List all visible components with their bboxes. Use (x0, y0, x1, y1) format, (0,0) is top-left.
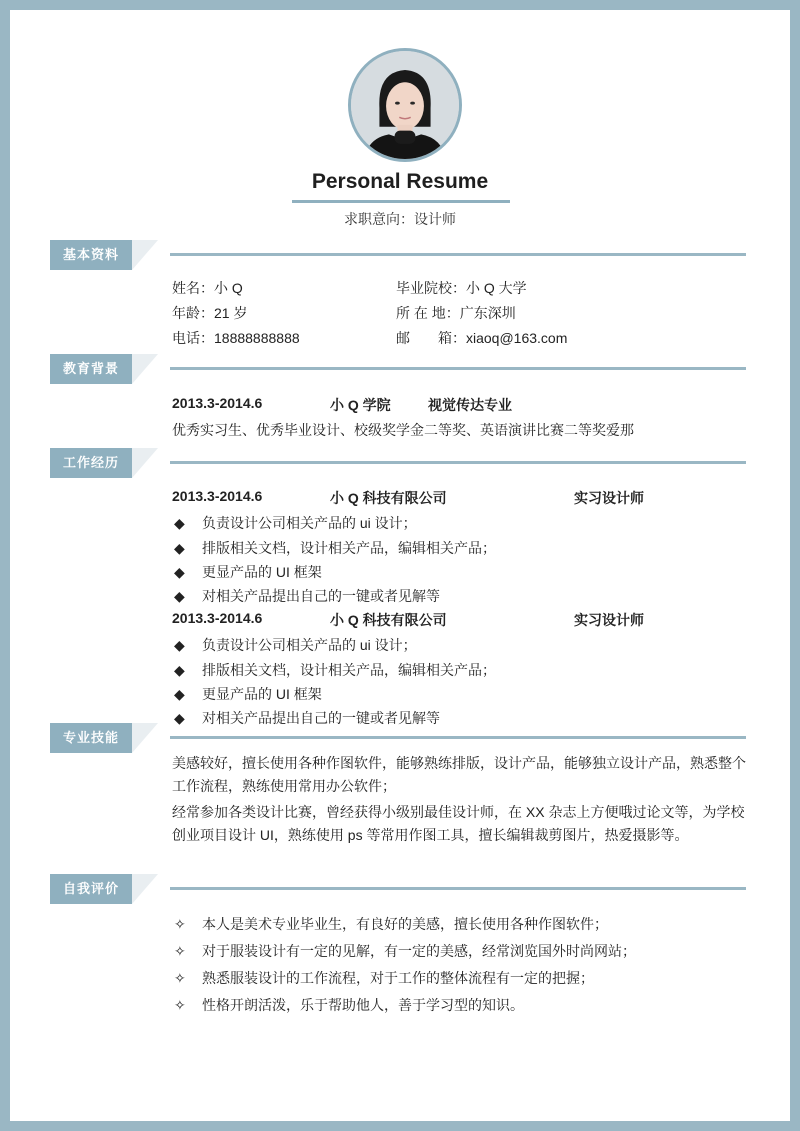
job-duty: ◆ 负责设计公司相关产品的 ui 设计； (174, 637, 417, 653)
diamond-bullet-icon: ◆ (174, 564, 185, 580)
job-period: 2013.3-2014.6 (172, 488, 263, 504)
skills-paragraph-2: 经常参加各类设计比赛，曾经获得小级别最佳设计师，在 XX 杂志上方便哦过论文等，为学校创业项目设计 UI，熟练使用 ps 等常用作图工具，擅长编辑裁剪图片，热爱摄影等。 (172, 804, 745, 843)
section-line-self (170, 887, 746, 890)
basic-email-label: 邮 箱： (396, 330, 466, 346)
diamond-bullet-icon: ◆ (174, 686, 185, 702)
section-tag-skills: 专业技能 (50, 723, 132, 753)
basic-age: 年龄：21 岁 (172, 305, 248, 321)
diamond-bullet-icon: ◆ (174, 637, 185, 653)
section-tag-education: 教育背景 (50, 354, 132, 384)
job-duty: ◆ 排版相关文档，设计相关产品，编辑相关产品； (174, 540, 496, 556)
portrait-icon (351, 51, 459, 159)
basic-email: xiaoq@163.com (466, 330, 568, 346)
job-role: 实习设计师 (574, 612, 644, 628)
section-tag-work: 工作经历 (50, 448, 132, 478)
job-duty: ◆ 更显产品的 UI 框架 (174, 686, 322, 702)
section-line-skills (170, 736, 746, 739)
self-eval-item: ✧ 熟悉服装设计的工作流程，对于工作的整体流程有一定的把握； (174, 970, 594, 986)
self-eval-item: ✧ 对于服装设计有一定的见解，有一定的美感，经常浏览国外时尚网站； (174, 943, 636, 959)
profile-photo (348, 48, 462, 162)
basic-location: 广东深圳 (459, 305, 516, 321)
self-eval-item: ✧ 性格开朗活泼，乐于帮助他人，善于学习型的知识。 (174, 997, 524, 1013)
diamond-bullet-icon: ◆ (174, 662, 185, 678)
sparkle-bullet-icon: ✧ (174, 970, 186, 986)
basic-school: 毕业院校：小 Q 大学 (396, 280, 527, 296)
job-intent: 求职意向：设计师 (344, 211, 456, 227)
job-company: 小 Q 科技有限公司 (330, 612, 447, 628)
edu-major: 视觉传达专业 (428, 397, 512, 413)
section-line-basic (170, 253, 746, 256)
job-period: 2013.3-2014.6 (172, 610, 263, 626)
diamond-bullet-icon: ◆ (174, 515, 185, 531)
basic-location-label: 所 在 地： (396, 305, 460, 321)
diamond-bullet-icon: ◆ (174, 540, 185, 556)
skills-paragraph-1: 美感较好，擅长使用各种作图软件，能够熟练排版，设计产品，能够独立设计产品，熟悉整个工作流程，熟练使用常用办公软件； (172, 755, 746, 794)
basic-location-row (396, 303, 516, 323)
section-line-work (170, 461, 746, 464)
self-eval-item: ✧ 本人是美术专业毕业生，有良好的美感，擅长使用各种作图软件； (174, 916, 608, 932)
section-tag-basic: 基本资料 (50, 240, 132, 270)
edu-period: 2013.3-2014.6 (172, 395, 263, 411)
section-line-education (170, 367, 746, 370)
basic-name: 姓名：小 Q (172, 280, 243, 296)
diamond-bullet-icon: ◆ (174, 588, 185, 604)
edu-honors: 优秀实习生、优秀毕业设计、校级奖学金二等奖、英语演讲比赛二等奖爱那 (172, 422, 634, 438)
sparkle-bullet-icon: ✧ (174, 943, 186, 959)
job-duty: ◆ 对相关产品提出自己的一键或者见解等 (174, 710, 440, 726)
job-duty: ◆ 更显产品的 UI 框架 (174, 564, 322, 580)
section-tag-self: 自我评价 (50, 874, 132, 904)
basic-email-row (396, 328, 567, 348)
job-duty: ◆ 负责设计公司相关产品的 ui 设计； (174, 515, 417, 531)
title-underline (292, 200, 510, 203)
edu-school: 小 Q 学院 (330, 397, 391, 413)
job-duty: ◆ 排版相关文档，设计相关产品，编辑相关产品； (174, 662, 496, 678)
diamond-bullet-icon: ◆ (174, 710, 185, 726)
sparkle-bullet-icon: ✧ (174, 916, 186, 932)
resume-title: Personal Resume (311, 170, 489, 193)
sparkle-bullet-icon: ✧ (174, 997, 186, 1013)
job-company: 小 Q 科技有限公司 (330, 490, 447, 506)
job-role: 实习设计师 (574, 490, 644, 506)
basic-phone: 电话：18888888888 (172, 330, 300, 346)
job-duty: ◆ 对相关产品提出自己的一键或者见解等 (174, 588, 440, 604)
